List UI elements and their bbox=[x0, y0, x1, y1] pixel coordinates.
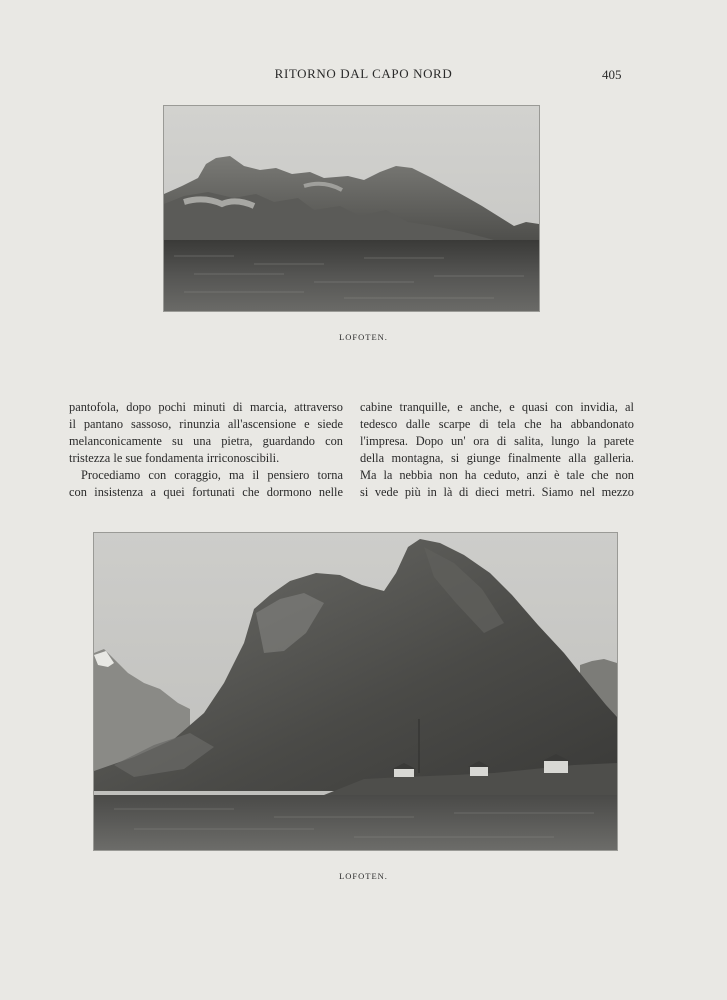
text-line: della montagna, si giunge finalmente alla galleria. bbox=[360, 451, 634, 465]
running-title: RITORNO DAL CAPO NORD bbox=[274, 66, 453, 81]
photo-lofoten-peak bbox=[93, 532, 618, 851]
text-line: con insistenza a quei fortunati che dormono nelle bbox=[69, 485, 343, 499]
page-number: 405 bbox=[602, 67, 622, 82]
text-line: tedesco dalle scarpe di tela che ha abbandonato bbox=[360, 417, 634, 431]
photo-lofoten-ridge bbox=[163, 105, 540, 312]
text-line: cabine tranquille, e anche, e quasi con invidia, al bbox=[360, 400, 634, 414]
text-line: Procediamo con coraggio, ma il pensiero torna bbox=[81, 468, 343, 482]
text-line: pantofola, dopo pochi minuti di marcia, attraverso bbox=[69, 400, 343, 414]
text-line: Ma la nebbia non ha ceduto, anzi è tale che non bbox=[360, 468, 634, 482]
text-column-right bbox=[360, 399, 634, 501]
text-line: melanconicamente su una pietra, guardando con bbox=[69, 434, 343, 448]
text-line: il pantano sassoso, rinunzia all'ascensione e siede bbox=[69, 417, 343, 431]
text-line: l'impresa. Dopo un' ora di salita, lungo la parete bbox=[360, 434, 634, 448]
photo-caption: LOFOTEN. bbox=[339, 332, 388, 342]
text-column-left bbox=[69, 399, 343, 501]
text-line: tristezza le sue fondamenta irriconoscibili. bbox=[69, 451, 280, 465]
text-line: si vede più in là di dieci metri. Siamo nel mezzo bbox=[360, 485, 634, 499]
photo-caption: LOFOTEN. bbox=[339, 871, 388, 881]
